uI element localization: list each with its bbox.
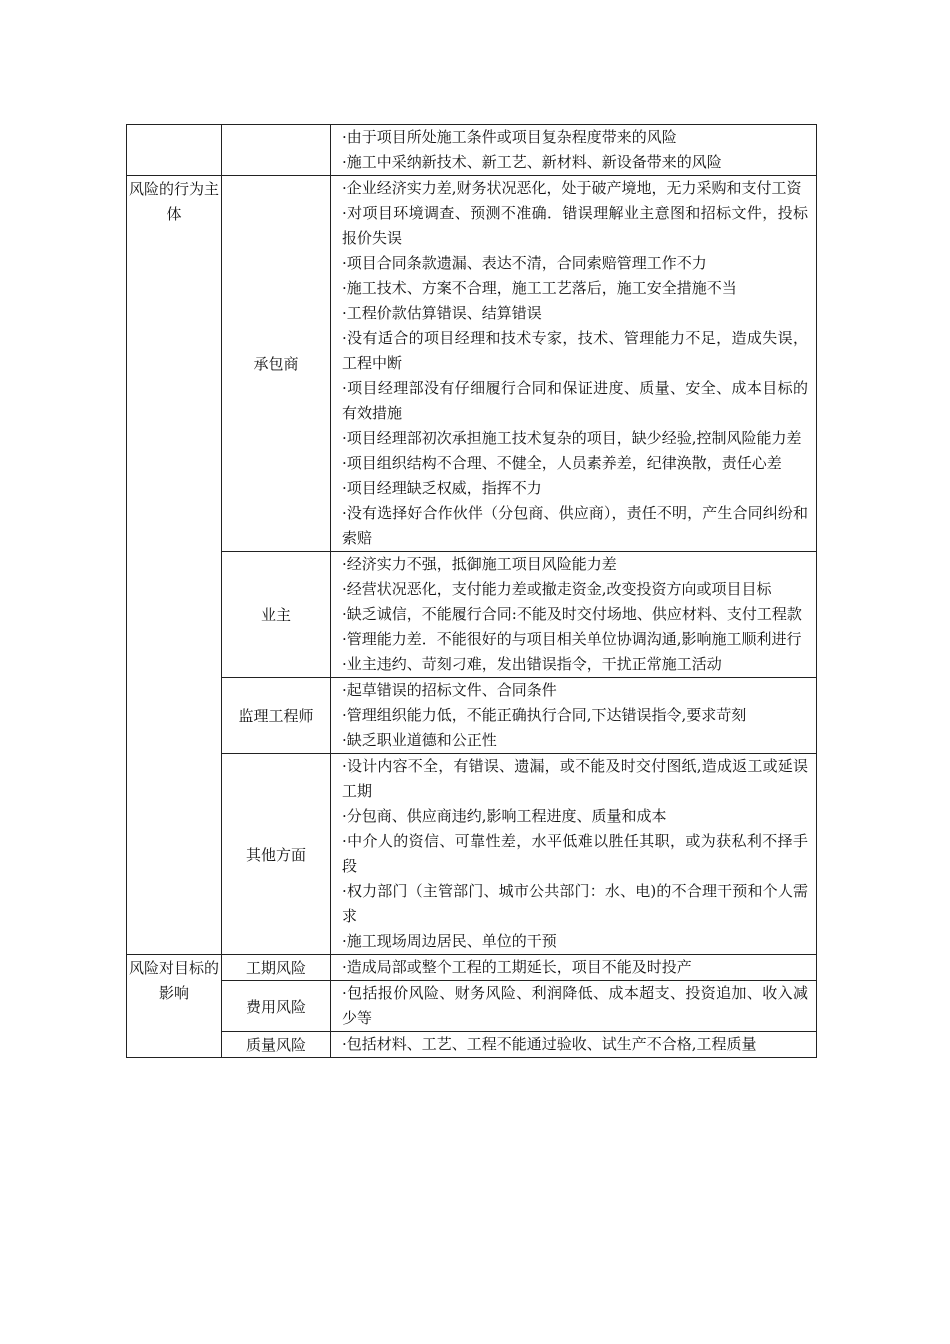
list-item: ·项目经理部初次承担施工技术复杂的项目，缺少经验,控制风险能力差 bbox=[342, 429, 802, 447]
list-item: ·没有适合的项目经理和技术专家，技术、管理能力不足，造成失误，工程中断 bbox=[342, 329, 808, 372]
list-item: ·经营状况恶化，支付能力差或撤走资金,改变投资方向或项目目标 bbox=[342, 580, 772, 598]
list-item: ·权力部门（主管部门、城市公共部门：水、电)的不合理干预和个人需求 bbox=[342, 882, 808, 925]
table-row bbox=[127, 1032, 817, 1058]
subject-cell: 承包商 bbox=[222, 176, 331, 552]
list-item: ·施工现场周边居民、单位的干预 bbox=[342, 932, 557, 950]
list-item: ·由于项目所处施工条件或项目复杂程度带来的风险 bbox=[342, 128, 677, 146]
list-item: ·中介人的资信、可靠性差，水平低难以胜任其职，或为获私利不择手段 bbox=[342, 832, 808, 875]
subject-cell: 工期风险 bbox=[222, 955, 331, 981]
items-cell bbox=[331, 981, 817, 1032]
list-item: ·包括材料、工艺、工程不能通过验收、试生产不合格,工程质量 bbox=[342, 1035, 757, 1053]
list-item: ·对项目环境调查、预测不准确．错误理解业主意图和招标文件，投标报价失误 bbox=[342, 204, 808, 247]
list-item: ·管理组织能力低，不能正确执行合同,下达错误指令,要求苛刻 bbox=[342, 706, 747, 724]
list-item: ·缺乏职业道德和公正性 bbox=[342, 731, 497, 749]
table-row bbox=[127, 176, 817, 552]
list-item: ·经济实力不强，抵御施工项目风险能力差 bbox=[342, 555, 617, 573]
category-cell: 风险对目标的影响 bbox=[127, 955, 222, 1058]
list-item: ·施工技术、方案不合理，施工工艺落后，施工安全措施不当 bbox=[342, 279, 737, 297]
list-item: ·项目合同条款遗漏、表达不清，合同索赔管理工作不力 bbox=[342, 254, 707, 272]
list-item: ·项目经理缺乏权威，指挥不力 bbox=[342, 479, 542, 497]
table-row bbox=[127, 678, 817, 754]
table-row bbox=[127, 955, 817, 981]
list-item: ·没有选择好合作伙伴（分包商、供应商），责任不明，产生合同纠纷和索赔 bbox=[342, 504, 808, 547]
list-item: ·设计内容不全，有错误、遗漏，或不能及时交付图纸,造成返工或延误工期 bbox=[342, 757, 808, 800]
list-item: ·起草错误的招标文件、合同条件 bbox=[342, 681, 557, 699]
items-cell bbox=[331, 552, 817, 678]
subject-cell: 业主 bbox=[222, 552, 331, 678]
list-item: ·施工中采纳新技术、新工艺、新材料、新设备带来的风险 bbox=[342, 153, 722, 171]
table-row bbox=[127, 754, 817, 955]
items-cell bbox=[331, 678, 817, 754]
list-item: ·企业经济实力差,财务状况恶化，处于破产境地，无力采购和支付工资 bbox=[342, 179, 802, 197]
items-cell bbox=[331, 125, 817, 176]
table-row bbox=[127, 125, 817, 176]
list-item: ·管理能力差．不能很好的与项目相关单位协调沟通,影响施工顺利进行 bbox=[342, 630, 802, 648]
items-cell bbox=[331, 1032, 817, 1058]
subject-cell bbox=[222, 125, 331, 176]
items-cell bbox=[331, 176, 817, 552]
list-item: ·业主违约、苛刻刁难，发出错误指令，干扰正常施工活动 bbox=[342, 655, 722, 673]
list-item: ·分包商、供应商违约,影响工程进度、质量和成本 bbox=[342, 807, 667, 825]
items-cell bbox=[331, 955, 817, 981]
category-cell: 风险的行为主体 bbox=[127, 176, 222, 955]
list-item: ·包括报价风险、财务风险、利润降低、成本超支、投资追加、收入减少等 bbox=[342, 984, 808, 1027]
subject-cell: 监理工程师 bbox=[222, 678, 331, 754]
list-item: ·项目经理部没有仔细履行合同和保证进度、质量、安全、成本目标的有效措施 bbox=[342, 379, 808, 422]
list-item: ·缺乏诚信，不能履行合同:不能及时交付场地、供应材料、支付工程款 bbox=[342, 605, 802, 623]
list-item: ·项目组织结构不合理、不健全，人员素养差，纪律涣散，责任心差 bbox=[342, 454, 782, 472]
subject-cell: 质量风险 bbox=[222, 1032, 331, 1058]
subject-cell: 费用风险 bbox=[222, 981, 331, 1032]
table-row bbox=[127, 552, 817, 678]
subject-cell: 其他方面 bbox=[222, 754, 331, 955]
list-item: ·工程价款估算错误、结算错误 bbox=[342, 304, 542, 322]
risk-table bbox=[126, 124, 817, 1058]
list-item: ·造成局部或整个工程的工期延长，项目不能及时投产 bbox=[342, 958, 692, 976]
category-cell bbox=[127, 125, 222, 176]
items-cell bbox=[331, 754, 817, 955]
table-row bbox=[127, 981, 817, 1032]
